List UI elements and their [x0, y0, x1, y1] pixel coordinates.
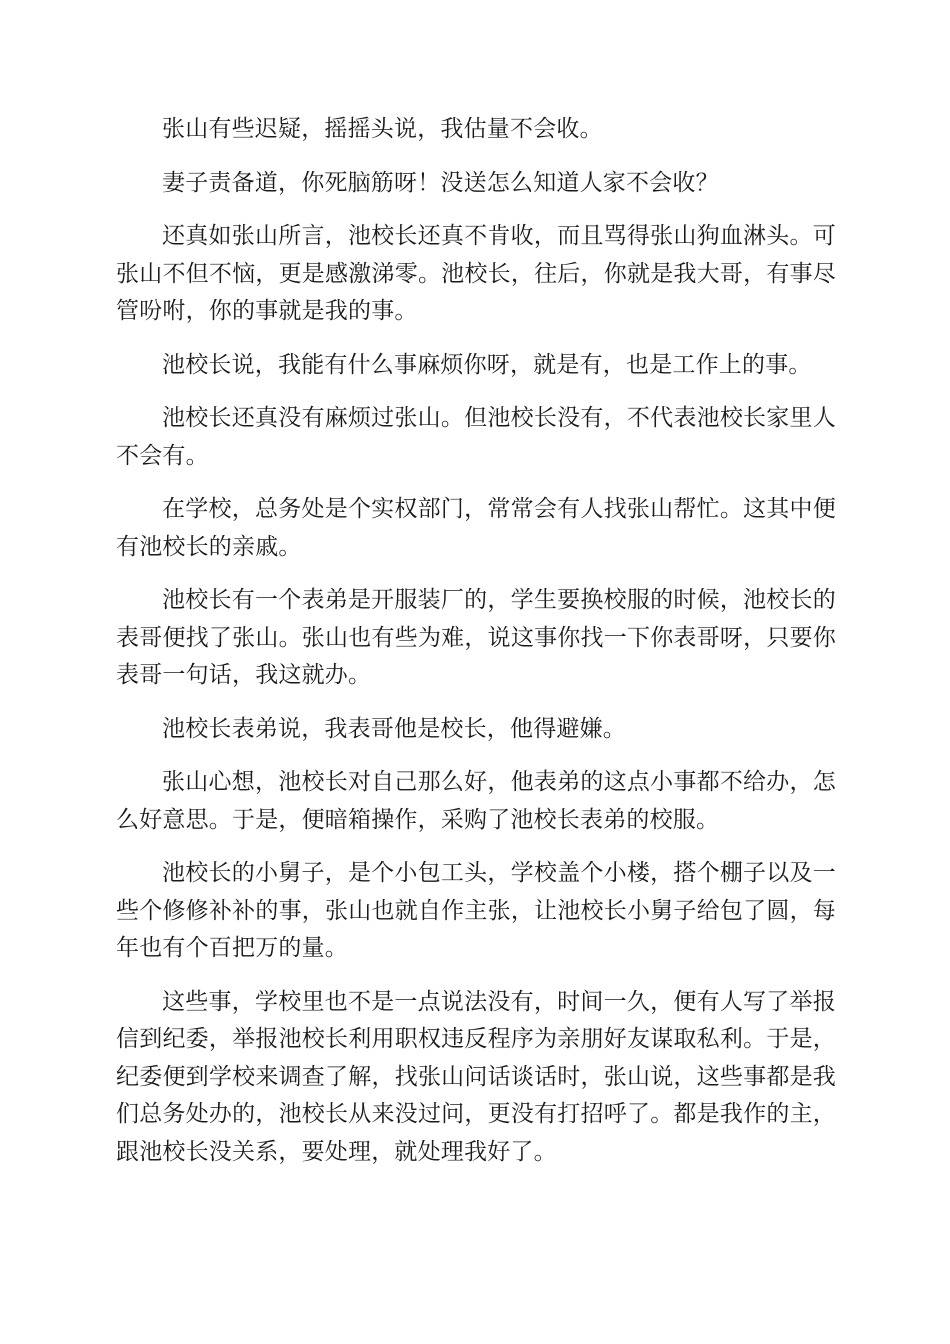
paragraph: 池校长的小舅子，是个小包工头，学校盖个小楼，搭个棚子以及一些个修修补补的事，张山也就自作主张，让池校长小舅子给包了圆，每年也有个百把万的量。: [116, 860, 836, 961]
paragraph: 池校长表弟说，我表哥他是校长，他得避嫌。: [162, 715, 626, 742]
paragraph: 张山心想，池校长对自己那么好，他表弟的这点小事都不给办，怎么好意思。于是，便暗箱操作，采购了池校长表弟的校服。: [116, 769, 836, 833]
document-body: [116, 111, 836, 1187]
paragraph: 池校长有一个表弟是开服装厂的，学生要换校服的时候，池校长的表哥便找了张山。张山也有些为难，说这事你找一下你表哥呀，只要你表哥一句话，我这就办。: [116, 587, 836, 688]
paragraph: 张山有些迟疑，摇摇头说，我估量不会收。: [162, 116, 603, 142]
paragraph: 妻子责备道，你死脑筋呀！没送怎么知道人家不会收？: [162, 169, 719, 196]
paragraph: 这些事，学校里也不是一点说法没有，时间一久，便有人写了举报信到纪委，举报池校长利用职权违反程序为亲朋好友谋取私利。于是，纪委便到学校来调查了解，找张山问话谈话时，张山说，这些事都是我们总务处办的，池校长从来没过问，更没有打招呼了。都是我作的主，跟池校长没关系，要处理，就处理我好了。: [116, 988, 836, 1165]
paragraph: 还真如张山所言，池校长还真不肯收，而且骂得张山狗血淋头。可张山不但不恼，更是感激涕零。池校长，往后，你就是我大哥，有事尽管吩咐，你的事就是我的事。: [116, 223, 836, 324]
paragraph: 在学校，总务处是个实权部门，常常会有人找张山帮忙。这其中便有池校长的亲戚。: [116, 496, 836, 560]
paragraph: 池校长还真没有麻烦过张山。但池校长没有，不代表池校长家里人不会有。: [116, 405, 836, 469]
paragraph: 池校长说，我能有什么事麻烦你呀，就是有，也是工作上的事。: [162, 351, 812, 378]
